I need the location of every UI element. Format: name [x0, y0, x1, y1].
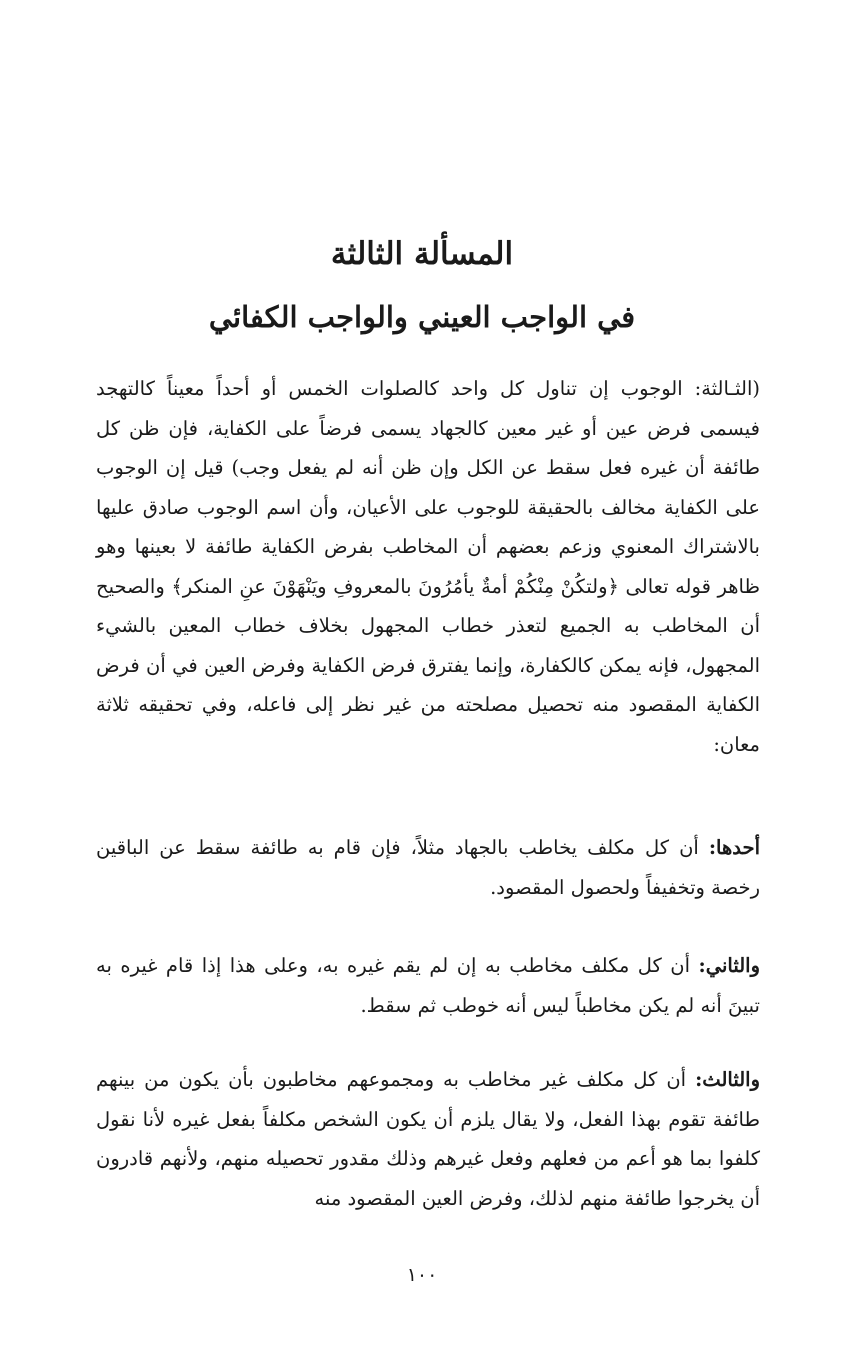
page-subtitle: في الواجب العيني والواجب الكفائي [208, 300, 636, 334]
paragraph-lead: والثاني: [698, 954, 760, 977]
page-number: ١٠٠ [406, 1264, 438, 1286]
paragraph-text: أن كل مكلف مخاطب به إن لم يقم غيره به، وعلى هذا إذا قام غيره به تبينَ أنه لم يكن مخاطباً ليس أنه خوطب ثم سقط. [96, 954, 760, 1017]
paragraph-third-meaning [96, 1060, 760, 1218]
page-title: المسألة الثالثة [330, 236, 514, 272]
paragraph-text: أن كل مكلف يخاطب بالجهاد مثلاً، فإن قام به طائفة سقط عن الباقين رخصة وتخفيفاً ولحصول المقصود. [96, 836, 760, 899]
paragraph-second-meaning [96, 946, 760, 1025]
paragraph-text: أن كل مكلف غير مخاطب به ومجموعهم مخاطبون بأن يكون من بينهم طائفة تقوم بهذا الفعل، ولا يقال يلزم أن يكون الشخص مكلفاً بفعل غيره لأنا نقول كلفوا بما هو أعم من فعلهم وفعل غيرهم وذلك مقدور تحصيله منهم، ولأنهم قادرون أن يخرجوا طائفة منهم لذلك، وفرض العين المقصود منه [96, 1068, 760, 1210]
main-paragraph: (الثـالثة: الوجوب إن تناول كل واحد كالصلوات الخمس أو أحداً معيناً كالتهجد فيسمى فرض عين أو غير معين كالجهاد يسمى فرضاً على الكفاية، فإن ظن كل طائفة أن غيره فعل سقط عن الكل وإن ظن أنه لم يفعل وجب) قيل إن الوجوب على الكفاية مخالف بالحقيقة للوجوب على الأعيان، وأن اسم الوجوب صادق عليها بالاشتراك المعنوي وزعم بعضهم أن المخاطب بفرض الكفاية طائفة لا بعينها وهو ظاهر قوله تعالى ﴿ولتكُنْ مِنْكُمْ أمةٌ يأمُرُونَ بالمعروفِ ويَنْهَوْنَ عنِ المنكر﴾ والصحيح أن المخاطب به الجميع لتعذر خطاب المجهول بخلاف خطاب المعين بالشيء المجهول، فإنه يمكن كالكفارة، وإنما يفترق فرض الكفاية وفرض العين في أن فرض الكفاية المقصود منه تحصيل مصلحته من غير نظر إلى فاعله، وفي تحقيقه ثلاثة معان: [96, 377, 760, 756]
paragraph-first-meaning [96, 828, 760, 907]
paragraph-lead: والثالث: [695, 1068, 760, 1091]
paragraph-lead: أحدها: [708, 836, 760, 859]
